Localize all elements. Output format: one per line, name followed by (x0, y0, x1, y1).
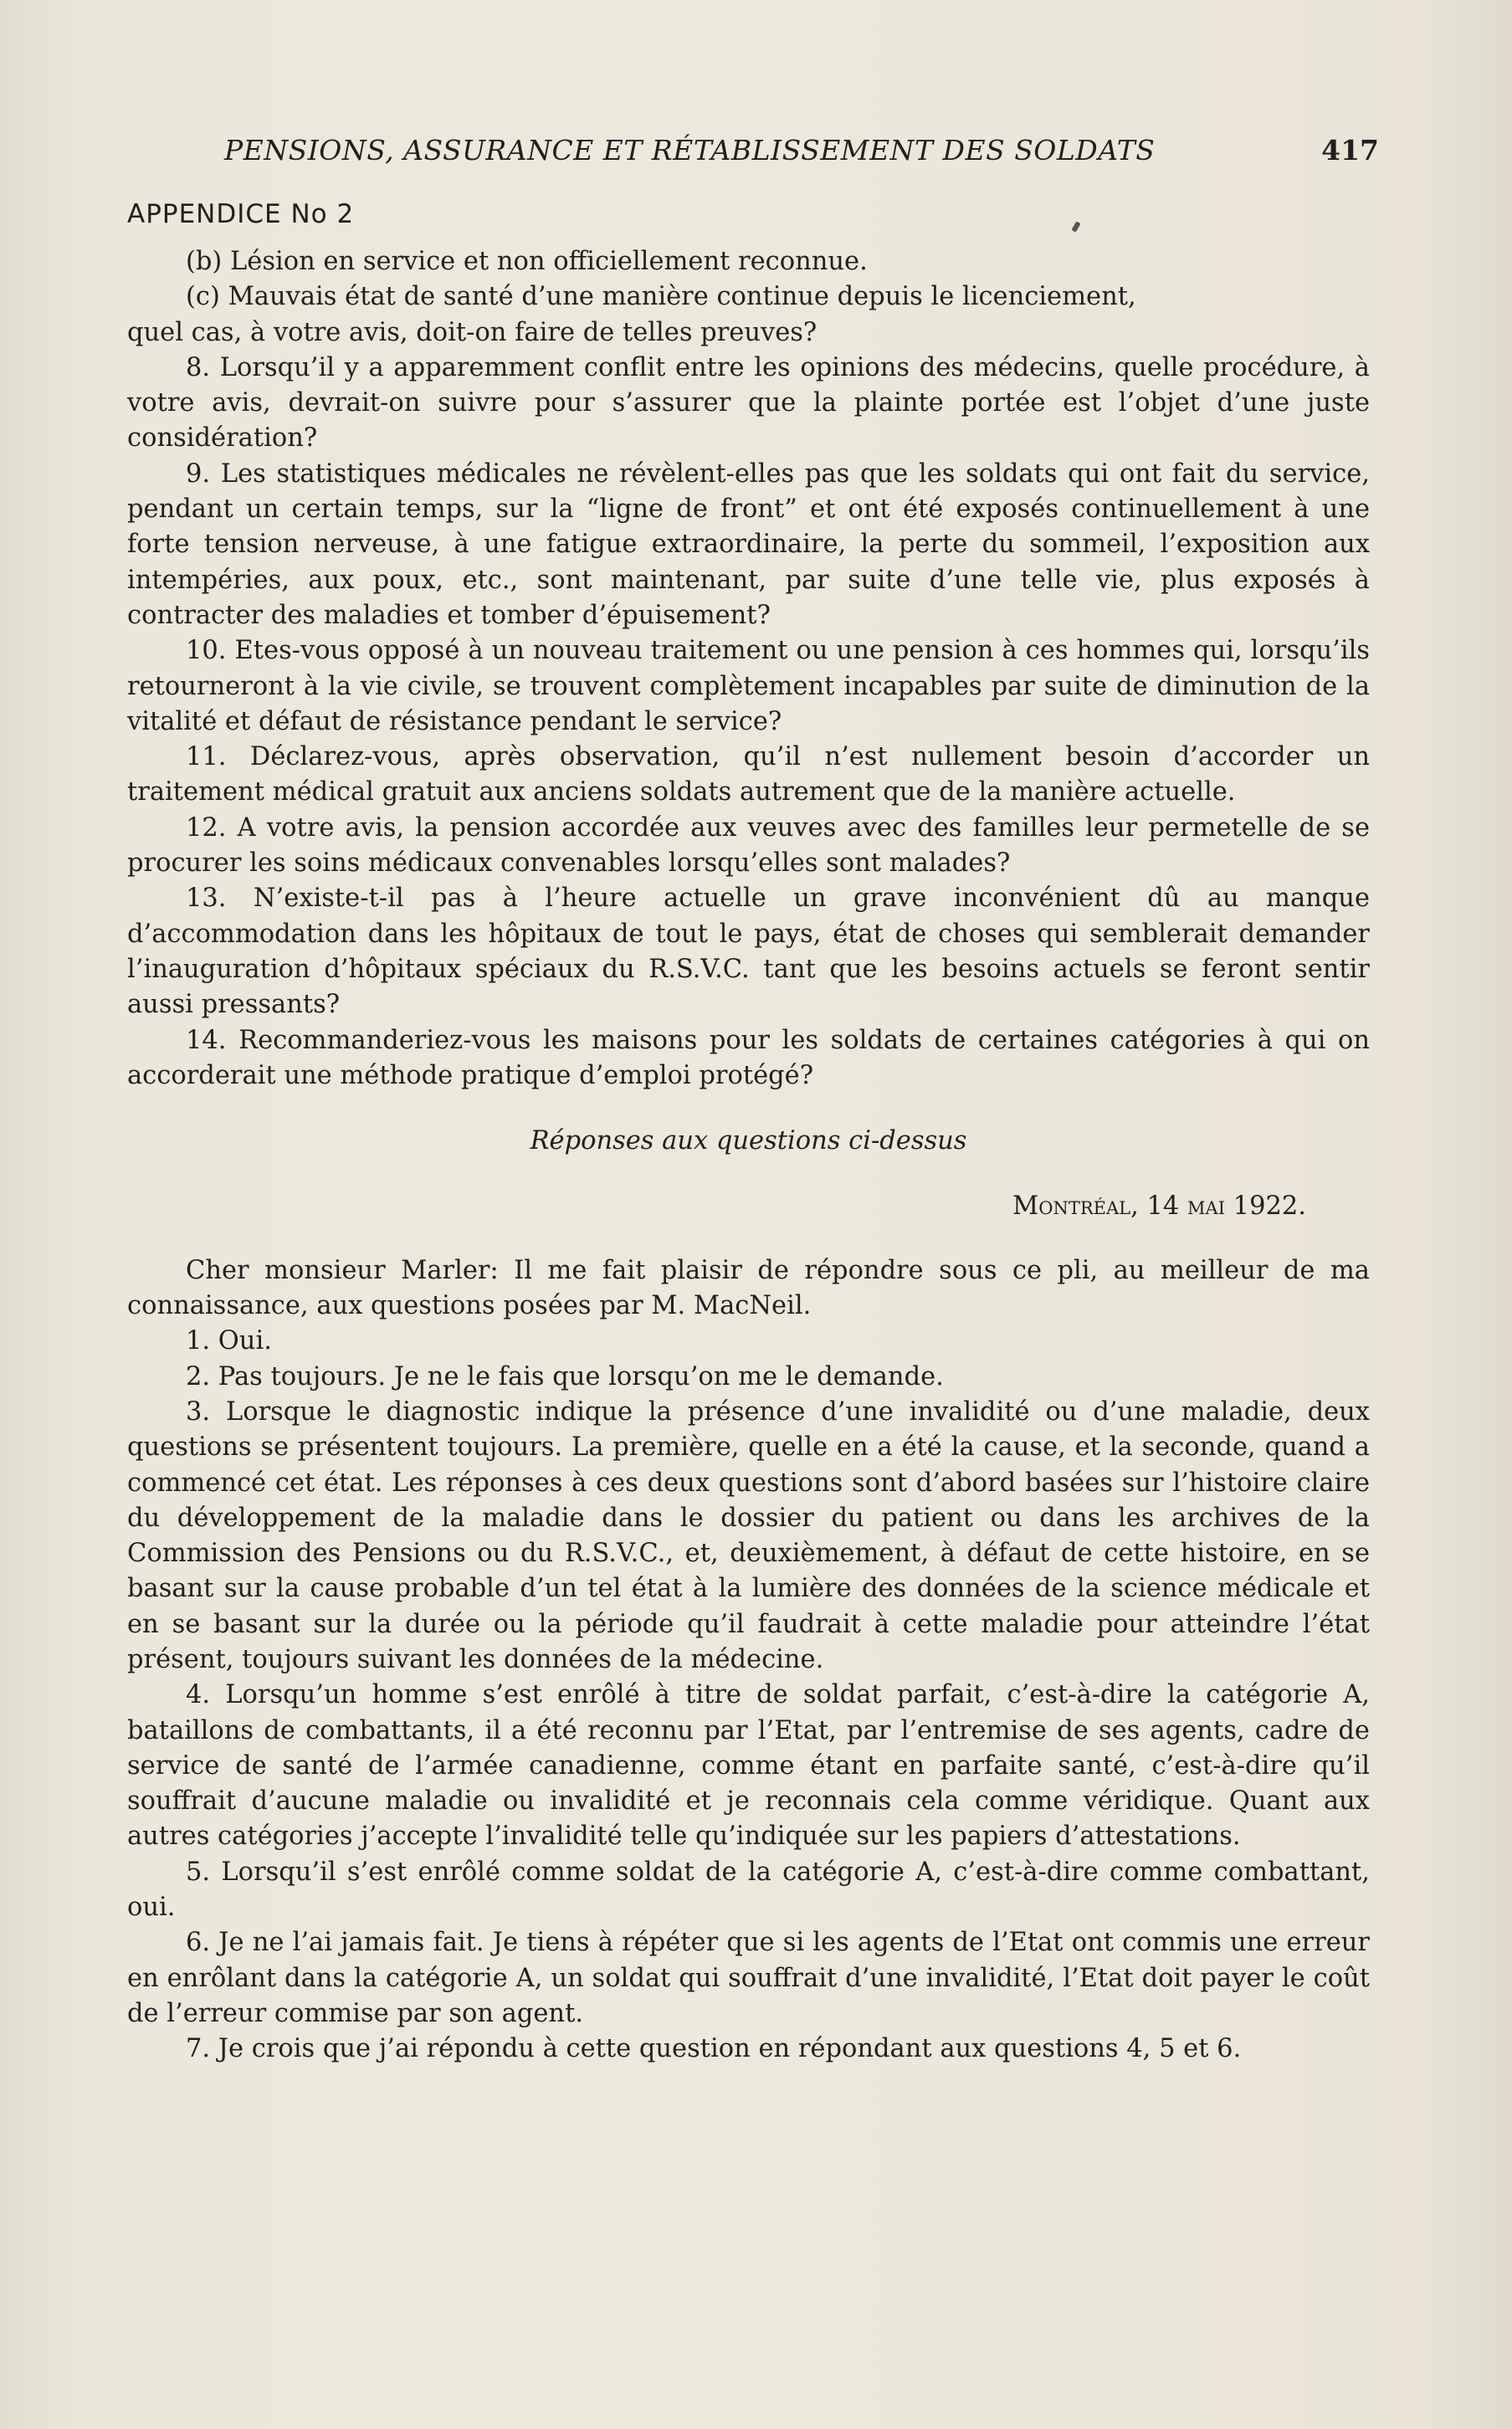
question-12: 12. A votre avis, la pension accordée aux veuves avec des familles leur permetelle de se procurer les soins médicaux convenables lorsqu’elles sont malades? (127, 812, 1370, 879)
appendix-label: APPENDICE No 2 (127, 199, 355, 229)
dateline: Montréal, 14 mai 1922. (1012, 1191, 1306, 1222)
question-14: 14. Recommanderiez-vous les maisons pour les soldats de certaines catégories à qui on accorderait une méthode pratique d’emploi protégé? (127, 1025, 1370, 1090)
running-title: PENSIONS, ASSURANCE ET RÉTABLISSEMENT DES SOLDATS (224, 134, 1156, 167)
question-13: 13. N’existe-t-il pas à l’heure actuelle un grave inconvénient dû au manque d’accommodation dans les hôpitaux de tout le pays, état de choses qui semblerait demander l’inauguration d’hôpitaux spéciaux du R.S.V.C. tant que les besoins actuels se feront sentir aussi pressants? (127, 884, 1370, 1020)
question-11: 11. Déclarez-vous, après observation, qu’il n’est nullement besoin d’accorder un traitement médical gratuit aux anciens soldats autrement que de la manière actuelle. (127, 742, 1370, 807)
stray-mark (1071, 221, 1080, 232)
answer-5: 5. Lorsqu’il s’est enrôlé comme soldat de la catégorie A, c’est-à-dire comme combattant, oui. (127, 1857, 1370, 1923)
question-c: (c) Mauvais état de santé d’une manière continue depuis le licenciement, (186, 282, 1136, 312)
salutation: Cher monsieur Marler: Il me fait plaisir de répondre sous ce pli, au meilleur de ma connaissance, aux questions posées par M. MacNeil. (127, 1255, 1370, 1321)
answer-6: 6. Je ne l’ai jamais fait. Je tiens à répéter que si les agents de l’Etat ont commis une erreur en enrôlant dans la catégorie A, un soldat qui souffrait d’une invalidité, l’Etat doit payer le coût de l’erreur commise par son agent. (127, 1928, 1370, 2028)
answer-4: 4. Lorsqu’un homme s’est enrôlé à titre de soldat parfait, c’est-à-dire la catégorie A, bataillons de combattants, il a été reconnu par l’Etat, par l’entremise de ses agents, cadre de service de santé de l’armée canadienne, comme étant en parfaite santé, c’est-à-dire qu’il souffrait d’aucune maladie ou invalidité et je reconnais cela comme véridique. Quant aux autres catégories j’accepte l’invalidité telle qu’indiquée sur les papiers d’attestations. (127, 1680, 1370, 1852)
document-body (127, 244, 1370, 2068)
question-9: 9. Les statistiques médicales ne révèlent-elles pas que les soldats qui ont fait du service, pendant un certain temps, sur la “ligne de front” et ont été exposés continuellement à une forte tension nerveuse, à une fatigue extraordinaire, la perte du sommeil, l’exposition aux intempéries, aux poux, etc., sont maintenant, par suite d’une telle vie, plus exposés à contracter des maladies et tomber d’épuisement? (127, 459, 1370, 630)
answer-3: 3. Lorsque le diagnostic indique la présence d’une invalidité ou d’une maladie, deux questions se présentent toujours. La première, quelle en a été la cause, et la seconde, quand a commencé cet état. Les réponses à ces deux questions sont d’abord basées sur l’histoire claire du développement de la maladie dans le dossier du patient ou dans les archives de la Commission des Pensions ou du R.S.V.C., et, deuxièmement, à défaut de cette histoire, en se basant sur la cause probable d’un tel état à la lumière des données de la science médicale et en se basant sur la durée ou la période qu’il faudrait à cette maladie pour atteindre l’état présent, toujours suivant les données de la médecine. (127, 1396, 1370, 1674)
answer-2: 2. Pas toujours. Je ne le fais que lorsqu’on me le demande. (186, 1361, 944, 1391)
page-header (224, 134, 1379, 174)
answer-7: 7. Je crois que j’ai répondu à cette question en répondant aux questions 4, 5 et 6. (186, 2034, 1242, 2064)
responses-title: Réponses aux questions ci-dessus (530, 1126, 967, 1156)
question-8: 8. Lorsqu’il y a apparemment conflit entre les opinions des médecins, quelle procédure, à votre avis, devrait-on suivre pour s’assurer que la plainte portée est l’objet d’une juste considération? (127, 352, 1370, 454)
question-7-continuation: quel cas, à votre avis, doit-on faire de telles preuves? (127, 317, 818, 347)
question-b: (b) Lésion en service et non officiellement reconnue. (186, 247, 868, 276)
question-10: 10. Etes-vous opposé à un nouveau traitement ou une pension à ces hommes qui, lorsqu’ils retourneront à la vie civile, se trouvent complètement incapables par suite de diminution de la vitalité et défaut de résistance pendant le service? (127, 636, 1370, 736)
answer-1: 1. Oui. (186, 1326, 272, 1356)
page-number: 417 (1321, 134, 1379, 167)
